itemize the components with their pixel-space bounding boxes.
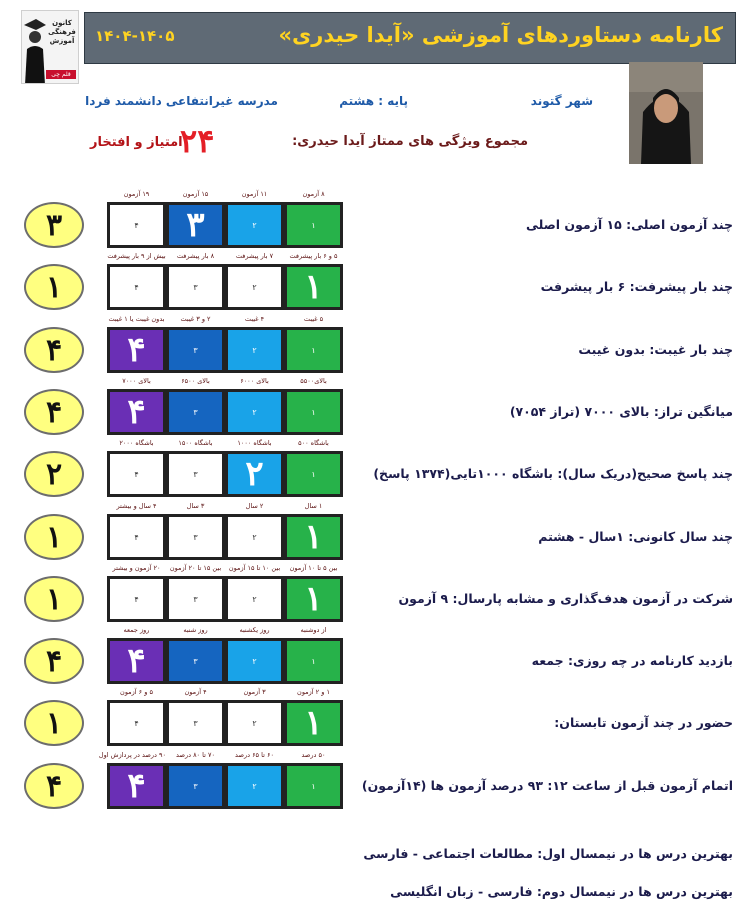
criterion-text: حضور در چند آزمون تابستان: (554, 715, 733, 730)
student-school: مدرسه غیرانتفاعی دانشمند فردا (85, 94, 278, 108)
level-cell: ۳ (169, 392, 222, 432)
level-label: ۸ آزمون (302, 190, 325, 198)
level-labels (107, 626, 343, 636)
level-label: ۱۵ آزمون (182, 190, 209, 198)
score-circle: ۱ (24, 700, 84, 746)
level-cell: ۴ (110, 579, 163, 619)
criterion-text: چند بار پیشرفت: ۶ بار پیشرفت (540, 279, 733, 294)
score-circle: ۴ (24, 327, 84, 373)
level-cell: ۳ (169, 641, 222, 681)
level-label: ۳ سال (186, 502, 205, 510)
level-label: بیش از ۹ بار پیشرفت (107, 252, 166, 260)
level-cell: ۲ (228, 330, 281, 370)
level-label: ۷ بار پیشرفت (235, 252, 274, 260)
criterion-text: بازدید کارنامه در چه روزی: جمعه (531, 653, 733, 668)
level-cell: ۴ (110, 330, 163, 370)
level-cell: ۱ (287, 703, 340, 743)
total-score-label: امتیاز و افتخار (90, 135, 183, 150)
level-label: باشگاه ۵۰۰ (298, 439, 329, 447)
student-city: شهر گتوند (530, 94, 593, 108)
level-label: ۱ سال (304, 502, 323, 510)
level-cell: ۲ (228, 205, 281, 245)
level-cell: ۳ (169, 703, 222, 743)
level-label: باشگاه ۱۵۰۰ (178, 439, 213, 447)
level-grid (107, 700, 343, 746)
score-circle: ۴ (24, 389, 84, 435)
level-cell: ۱ (287, 205, 340, 245)
best-subjects-term2: بهترین درس ها در نیمسال دوم: فارسی - زبان انگلیسی (390, 884, 733, 899)
student-photo (629, 62, 703, 164)
level-cell: ۲ (228, 703, 281, 743)
total-score: ۲۴ (180, 122, 215, 160)
level-grid (107, 389, 343, 435)
level-label: بالای ۷۰۰۰ (122, 377, 151, 385)
level-label: ۱۹ آزمون (123, 190, 150, 198)
level-label: ۱۱ آزمون (241, 190, 268, 198)
level-cell: ۲ (228, 517, 281, 557)
level-cell: ۲ (228, 267, 281, 307)
level-cell: ۲ (228, 454, 281, 494)
level-cell: ۱ (287, 579, 340, 619)
level-labels (107, 190, 343, 200)
level-label: ۶۰ تا ۶۵ درصد (235, 751, 274, 759)
level-label: ۵ و ۶ بار پیشرفت (289, 252, 338, 260)
level-label: روز یکشنبه (239, 626, 270, 634)
level-grid (107, 576, 343, 622)
level-label: ۸ بار پیشرفت (176, 252, 215, 260)
level-label: ۱ و ۲ آزمون (297, 688, 330, 696)
level-cell: ۱ (287, 392, 340, 432)
level-cell: ۳ (169, 579, 222, 619)
level-label: بالای۵۵۰۰ (300, 377, 327, 385)
level-label: ۳ آزمون (243, 688, 266, 696)
criterion-text: چند بار غیبت: بدون غیبت (578, 342, 733, 357)
logo-text: کانون فرهنگی آموزش (48, 19, 76, 45)
level-cell: ۲ (228, 392, 281, 432)
score-circle: ۱ (24, 264, 84, 310)
logo-badge: قلم چی (46, 70, 76, 79)
level-label: بالای ۶۵۰۰ (181, 377, 210, 385)
level-label: ۷۰ تا ۸۰ درصد (176, 751, 215, 759)
level-cell: ۴ (110, 641, 163, 681)
level-labels (107, 564, 343, 574)
level-labels (98, 751, 343, 761)
best-subjects-term1: بهترین درس ها در نیمسال اول: مطالعات اجتماعی - فارسی (363, 846, 733, 861)
criterion-text: چند آزمون اصلی: ۱۵ آزمون اصلی (525, 217, 733, 232)
level-cell: ۱ (287, 267, 340, 307)
level-cell: ۴ (110, 205, 163, 245)
level-labels (107, 377, 343, 387)
level-grid (107, 514, 343, 560)
level-label: روز شنبه (183, 626, 208, 634)
level-label: باشگاه ۱۰۰۰ (237, 439, 272, 447)
level-cell: ۳ (169, 517, 222, 557)
level-labels (107, 315, 343, 325)
level-label: باشگاه ۲۰۰۰ (119, 439, 154, 447)
score-circle: ۱ (24, 514, 84, 560)
level-grid (107, 327, 343, 373)
level-cell: ۲ (228, 641, 281, 681)
level-label: ۲ سال (245, 502, 264, 510)
level-label: بین ۵ تا ۱۰ آزمون (289, 564, 338, 572)
level-cell: ۱ (287, 641, 340, 681)
level-label: ۵۰ درصد (301, 751, 326, 759)
level-label: ۵ غیبت (303, 315, 324, 323)
graduate-icon (22, 11, 46, 84)
level-cell: ۴ (110, 267, 163, 307)
level-label: از دوشنبه (300, 626, 327, 634)
level-cell: ۳ (169, 267, 222, 307)
level-cell: ۴ (110, 392, 163, 432)
level-cell: ۳ (169, 454, 222, 494)
level-label: ۵ و ۶ آزمون (120, 688, 153, 696)
level-labels (107, 439, 343, 449)
level-cell: ۴ (110, 766, 163, 806)
level-grid (107, 763, 343, 809)
level-cell: ۱ (287, 330, 340, 370)
level-labels (107, 688, 343, 698)
criterion-text: شرکت در آزمون هدف‌گذاری و مشابه پارسال: ۹ آزمون (398, 591, 733, 606)
level-label: بالای ۶۰۰۰ (240, 377, 269, 385)
level-label: ۴ سال و بیشتر (116, 502, 157, 510)
score-circle: ۲ (24, 451, 84, 497)
level-labels (107, 502, 343, 512)
score-circle: ۱ (24, 576, 84, 622)
level-label: ۴ غیبت (244, 315, 265, 323)
level-label: روز جمعه (123, 626, 150, 634)
score-circle: ۴ (24, 638, 84, 684)
level-label: بین ۱۵ تا ۲۰ آزمون (169, 564, 222, 572)
kanoon-logo (21, 10, 79, 84)
level-cell: ۳ (169, 330, 222, 370)
report-header (84, 12, 736, 64)
level-cell: ۳ (169, 766, 222, 806)
level-cell: ۴ (110, 517, 163, 557)
level-label: ۲ و ۳ غیبت (180, 315, 211, 323)
level-label: ۹۰ درصد در پردازش اول (98, 751, 166, 759)
level-cell: ۲ (228, 579, 281, 619)
features-label: مجموع ویژگی های ممتاز آیدا حیدری: (292, 134, 528, 149)
level-grid (107, 264, 343, 310)
academic-years: ۱۴۰۴-۱۴۰۵ (95, 27, 175, 45)
level-grid (107, 202, 343, 248)
level-cell: ۲ (228, 766, 281, 806)
level-grid (107, 638, 343, 684)
criterion-text: چند پاسخ صحیح(دریک سال): باشگاه ۱۰۰۰تایی(۱۳۷۴ پاسخ) (373, 466, 733, 481)
level-cell: ۴ (110, 454, 163, 494)
student-grade: پایه : هشتم (339, 94, 408, 108)
level-cell: ۱ (287, 454, 340, 494)
level-label: بدون غیبت یا ۱ غیبت (108, 315, 165, 323)
level-cell: ۴ (110, 703, 163, 743)
criterion-text: اتمام آزمون قبل از ساعت ۱۲: ۹۳ درصد آزمون ها (۱۴آزمون) (361, 778, 733, 793)
level-label: بین ۱۰ تا ۱۵ آزمون (228, 564, 281, 572)
level-cell: ۱ (287, 766, 340, 806)
level-labels (107, 252, 343, 262)
score-circle: ۴ (24, 763, 84, 809)
level-label: ۲۰ آزمون و بیشتر (112, 564, 161, 572)
report-title: کارنامه دستاوردهای آموزشی «آیدا حیدری» (278, 23, 723, 47)
criterion-text: چند سال کانونی: ۱سال - هشتم (538, 529, 733, 544)
level-cell: ۱ (287, 517, 340, 557)
level-grid (107, 451, 343, 497)
level-label: ۴ آزمون (184, 688, 207, 696)
criterion-text: میانگین تراز: بالای ۷۰۰۰ (تراز ۷۰۵۴) (509, 404, 733, 419)
score-circle: ۳ (24, 202, 84, 248)
level-cell: ۳ (169, 205, 222, 245)
